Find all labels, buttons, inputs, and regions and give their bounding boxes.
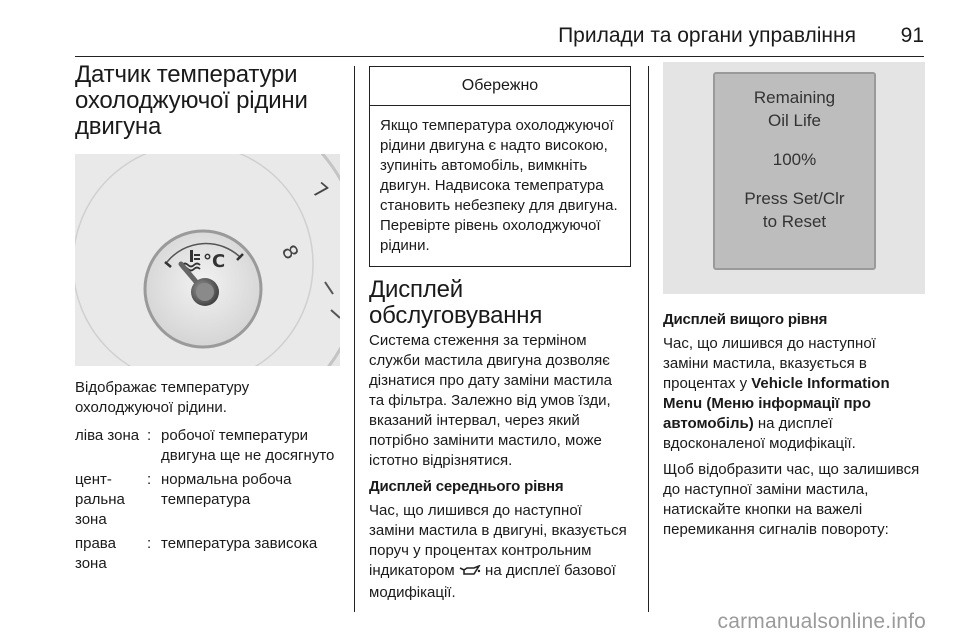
column-upper-display [663,62,925,540]
zone-desc: робочої температури двигуна ще не досягнуто [161,427,335,464]
svg-text:8: 8 [276,240,304,264]
screen-line-remaining: Remaining [753,88,836,107]
zone-term: ліва зона [75,427,140,444]
column-divider-1 [354,66,355,612]
oil-can-icon [459,563,481,583]
vehicle-information-menu-term: Vehicle Information Menu (Меню інформації про автомобіль) [663,375,890,432]
page-header [0,0,960,58]
page-number: 91 [900,24,924,47]
mid-level-display-subheading: Дисплей середнього рівня [369,478,564,495]
screen-line-percent: 100% [772,150,817,169]
page-header-title: Прилади та органи управління [558,24,856,47]
oil-life-display [713,72,876,270]
oil-life-screen-illustration [663,62,925,294]
gauge-unit-label: °C [203,251,226,272]
zone-desc: нормальна робоча температура [161,471,292,508]
upper-level-display-subheading: Дисплей вищого рівня [663,311,828,328]
screen-line-reset: to Reset [762,212,827,231]
column-service-display [369,62,631,603]
caution-box [369,66,631,267]
service-display-heading: Дисплей обслуговування [369,276,543,329]
coolant-gauge-heading: Датчик температури охолоджуючої рідини двигуна [75,61,308,140]
watermark: carmanualsonline.info [717,610,926,633]
zone-term: цент-ральна зона [75,471,125,528]
zone-term: права зона [75,535,116,572]
column-divider-2 [648,66,649,612]
coolant-gauge-illustration [75,154,340,366]
caution-title: Обережно [370,67,630,106]
mid-level-display-paragraph: Час, що лишився до наступної заміни мастила в двигуні, вказується поруч у процентах контрольним індикатором на дисплеї базової модифікації. [369,502,627,601]
screen-line-press: Press Set/Clr [744,189,845,208]
display-instruction-paragraph: Щоб відобразити час, що залишився до наступної заміни мастила, натискайте кнопки на важелі перемикання сигналів повороту: [663,461,920,538]
header-divider [75,56,924,57]
upper-level-display-paragraph: Час, що лишився до наступної заміни мастила, вказується в процентах у Vehicle Information Menu (Меню інформації про автомобіль) на дисплеї вдосконаленої модифікації. [663,335,890,452]
caution-text: Якщо температура охолоджуючої рідини двигуна є надто високою, зупиніть автомобіль, вимкніть двигун. Надвисока темепратура становить небезпеку для двигуна. Перевірте рівень охолоджуючої рідини. [380,117,618,254]
coolant-gauge-intro: Відображає температуру охолоджуючої рідини. [75,379,250,416]
zone-desc: температура зависока [161,535,318,552]
zone-row: ліва зона : робочої температури двигуна ще не досягнуто [75,426,340,466]
zone-row: цент-ральна зона : нормальна робоча температура [75,470,340,530]
column-coolant-gauge [75,62,340,574]
svg-text:7: 7 [307,177,333,205]
zone-row: права зона : температура зависока [75,534,340,574]
screen-line-oil-life: Oil Life [768,111,821,130]
zone-definitions [75,426,340,574]
service-display-paragraph: Система стеження за терміном служби мастила двигуна дозволяє дізнатися про дату заміни мастила та фільтра. Залежно від умов їзди, вказаний інтервал, через який потрібно замінити мастило, може істотно відрізнятися. [369,332,612,469]
